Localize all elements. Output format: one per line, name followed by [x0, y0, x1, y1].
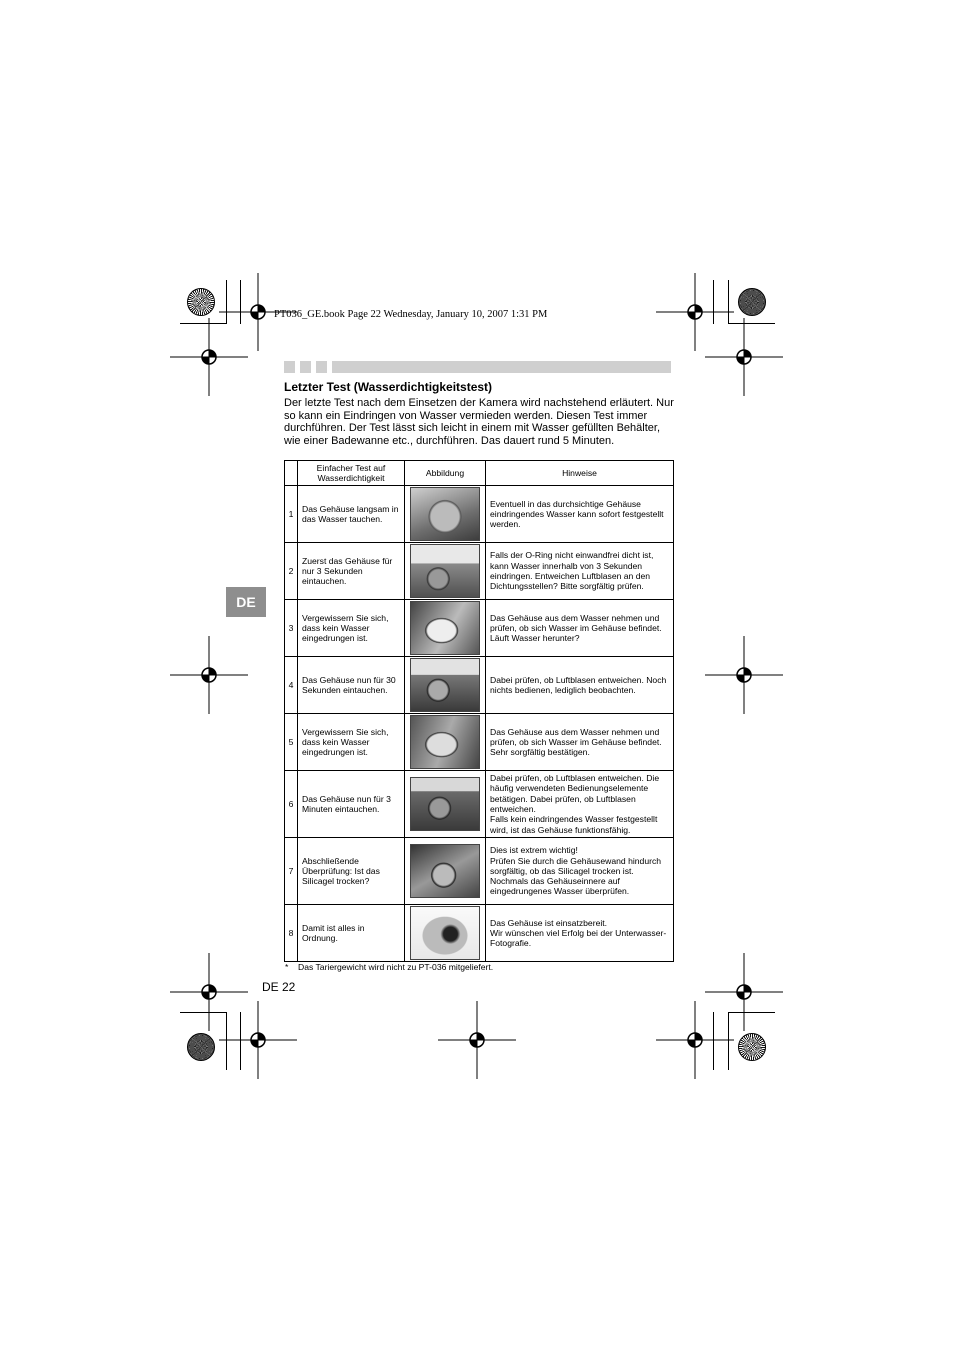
registration-mark-icon	[170, 636, 248, 714]
row-image	[405, 486, 486, 543]
row-image	[405, 714, 486, 771]
section-bar	[284, 361, 671, 373]
water-test-table	[284, 460, 674, 962]
table-row	[285, 657, 674, 714]
housing-photo	[410, 906, 480, 960]
housing-photo	[410, 715, 480, 769]
table-row	[285, 771, 674, 838]
registration-mark-icon	[170, 318, 248, 396]
row-number: 7	[285, 838, 298, 905]
row-image	[405, 600, 486, 657]
header-image: Abbildung	[405, 461, 486, 486]
housing-photo	[410, 487, 480, 541]
table-row	[285, 486, 674, 543]
registration-mark-icon	[656, 1001, 734, 1079]
print-header: PT036_GE.book Page 22 Wednesday, January 10, 2007 1:31 PM	[274, 309, 548, 320]
table-header-row	[285, 461, 674, 486]
housing-photo	[410, 601, 480, 655]
row-notes: Dies ist extrem wichtig! Prüfen Sie durch die Gehäusewand hindurch sorgfältig, ob das Silicagel trocken ist. Nochmals das Gehäuseinnere auf eingedrungenes Wasser überprüfen.	[486, 838, 674, 905]
row-notes: Dabei prüfen, ob Luftblasen entweichen. Die häufig verwendeten Bedienungselemente betätigen. Dabei prüfen, ob Luftblasen entweichen. Falls kein eindringendes Wasser festgestellt wird, ist das Gehäuse funktionsfähig.	[486, 771, 674, 838]
row-number: 8	[285, 905, 298, 962]
row-image	[405, 771, 486, 838]
row-image	[405, 543, 486, 600]
row-number: 3	[285, 600, 298, 657]
language-tab: DE	[226, 587, 266, 617]
table-row	[285, 600, 674, 657]
row-test: Abschließende Überprüfung: Ist das Silicagel trocken?	[298, 838, 405, 905]
section-intro: Der letzte Test nach dem Einsetzen der Kamera wird nachstehend erläutert. Nur so kann ein Eindringen von Wasser vermieden werden. Diesen Test immer durchführen. Der Test lässt sich leicht in einem mit Wasser gefüllten Behälter, wie einer Badewanne etc., durchführen. Das dauert rund 5 Minuten.	[284, 397, 674, 447]
color-rosette-icon	[738, 1033, 766, 1061]
row-test: Das Gehäuse langsam in das Wasser tauchen.	[298, 486, 405, 543]
row-notes: Das Gehäuse ist einsatzbereit. Wir wünschen viel Erfolg bei der Unterwasser-Fotografie.	[486, 905, 674, 962]
registration-mark-icon	[705, 318, 783, 396]
row-test: Vergewissern Sie sich, dass kein Wasser eingedrungen ist.	[298, 714, 405, 771]
table-row	[285, 714, 674, 771]
section-title: Letzter Test (Wasserdichtigkeitstest)	[284, 380, 493, 394]
row-number: 6	[285, 771, 298, 838]
row-notes: Dabei prüfen, ob Luftblasen entweichen. Noch nichts bedienen, lediglich beobachten.	[486, 657, 674, 714]
row-image	[405, 657, 486, 714]
row-notes: Das Gehäuse aus dem Wasser nehmen und prüfen, ob sich Wasser im Gehäuse befindet. Sehr sorgfältig bestätigen.	[486, 714, 674, 771]
housing-photo	[410, 544, 480, 598]
registration-mark-icon	[219, 1001, 297, 1079]
housing-photo	[410, 844, 480, 898]
housing-photo	[410, 658, 480, 712]
row-number: 1	[285, 486, 298, 543]
housing-photo	[410, 777, 480, 831]
row-number: 2	[285, 543, 298, 600]
row-number: 4	[285, 657, 298, 714]
color-rosette-icon	[738, 288, 766, 316]
color-rosette-icon	[187, 288, 215, 316]
table-row	[285, 838, 674, 905]
footnote-marker: *	[285, 962, 289, 972]
registration-mark-icon	[438, 1001, 516, 1079]
row-notes: Falls der O-Ring nicht einwandfrei dicht ist, kann Wasser innerhalb von 3 Sekunden eindringen. Entweichen Luftblasen an den Dichtungsstellen? Bitte sorgfältig prüfen.	[486, 543, 674, 600]
footnote	[285, 962, 493, 972]
color-rosette-icon	[187, 1033, 215, 1061]
row-test: Das Gehäuse nun für 3 Minuten eintauchen.	[298, 771, 405, 838]
table-row	[285, 905, 674, 962]
row-test: Zuerst das Gehäuse für nur 3 Sekunden eintauchen.	[298, 543, 405, 600]
row-number: 5	[285, 714, 298, 771]
page-number: DE 22	[262, 980, 296, 994]
header-test: Einfacher Test auf Wasserdichtigkeit	[298, 461, 405, 486]
row-image	[405, 905, 486, 962]
header-notes: Hinweise	[486, 461, 674, 486]
row-test: Das Gehäuse nun für 30 Sekunden eintauchen.	[298, 657, 405, 714]
header-num	[285, 461, 298, 486]
table-row	[285, 543, 674, 600]
row-notes: Das Gehäuse aus dem Wasser nehmen und prüfen, ob sich Wasser im Gehäuse befindet. Läuft Wasser herunter?	[486, 600, 674, 657]
row-test: Damit ist alles in Ordnung.	[298, 905, 405, 962]
registration-mark-icon	[705, 636, 783, 714]
row-image	[405, 838, 486, 905]
row-test: Vergewissern Sie sich, dass kein Wasser eingedrungen ist.	[298, 600, 405, 657]
row-notes: Eventuell in das durchsichtige Gehäuse eindringendes Wasser kann sofort festgestellt werden.	[486, 486, 674, 543]
footnote-text: Das Tariergewicht wird nicht zu PT-036 mitgeliefert.	[298, 962, 494, 972]
